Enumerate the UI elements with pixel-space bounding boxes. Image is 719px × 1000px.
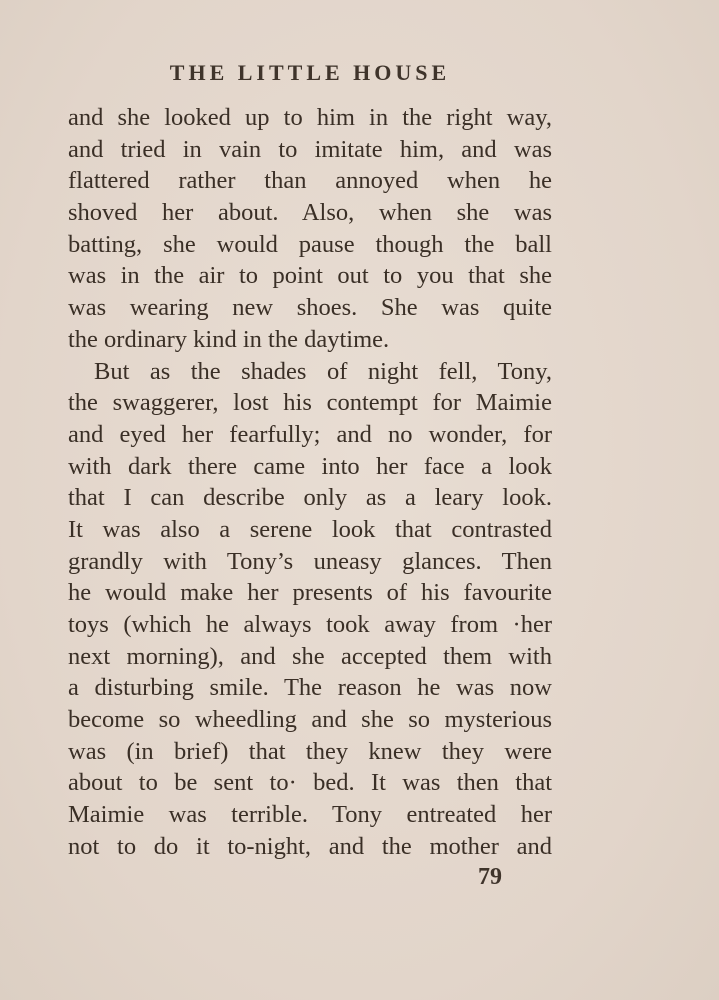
- page-number: 79: [478, 864, 502, 890]
- text-line: It was also a serene look that contrasted: [68, 515, 552, 543]
- text-line: and tried in vain to imitate him, and was: [68, 135, 552, 163]
- text-line: toys (which he always took away from ·her: [68, 611, 552, 638]
- text-line: batting, she would pause though the ball: [68, 230, 552, 258]
- running-head: THE LITTLE HOUSE: [169, 60, 451, 85]
- text-line: grandly with Tony’s uneasy glances. Then: [68, 547, 552, 575]
- text-line: was in the air to point out to you that she: [68, 262, 552, 290]
- text-line: was (in brief) that they knew they were: [68, 737, 552, 765]
- text-line: with dark there came into her face a look: [68, 452, 552, 480]
- body-text: [68, 102, 552, 863]
- text-line: shoved her about. Also, when she was: [68, 199, 552, 227]
- text-line: that I can describe only as a leary look.: [68, 484, 552, 512]
- text-line: and eyed her fearfully; and no wonder, for: [68, 420, 552, 448]
- text-line: not to do it to-night, and the mother and: [68, 832, 552, 860]
- text-line: next morning), and she accepted them with: [68, 642, 552, 670]
- text-line: But as the shades of night fell, Tony,: [94, 357, 552, 385]
- text-line: he would make her presents of his favourite: [68, 579, 552, 607]
- text-line: about to be sent to· bed. It was then that: [68, 769, 552, 797]
- text-line: and she looked up to him in the right way,: [68, 104, 552, 131]
- text-line: a disturbing smile. The reason he was now: [68, 674, 552, 702]
- text-line: the ordinary kind in the daytime.: [68, 325, 390, 353]
- text-line: the swaggerer, lost his contempt for Maimie: [68, 389, 552, 417]
- text-line: become so wheedling and she so mysterious: [68, 706, 552, 734]
- text-line: flattered rather than annoyed when he: [68, 167, 552, 195]
- text-line: was wearing new shoes. She was quite: [68, 294, 552, 322]
- text-line: Maimie was terrible. Tony entreated her: [68, 801, 552, 829]
